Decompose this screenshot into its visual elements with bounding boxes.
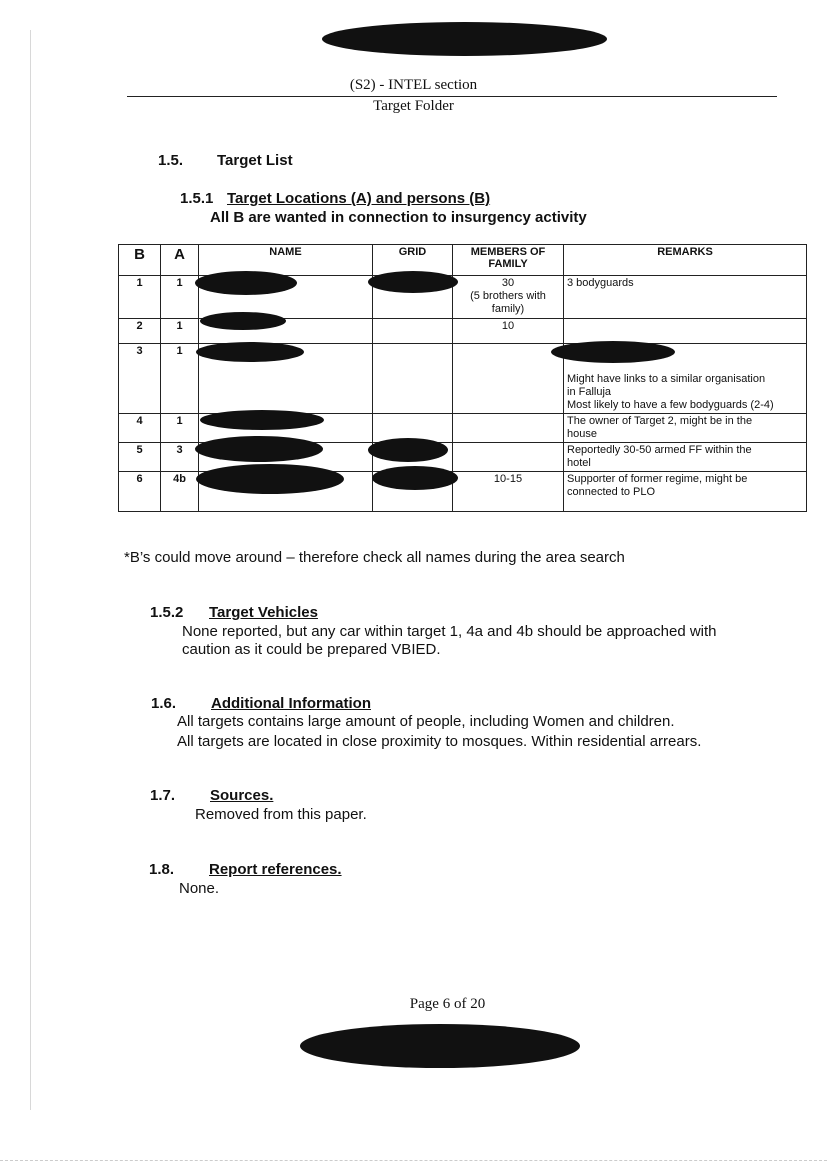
- section-1-5-2-line1: None reported, but any car within target 1, 4a and 4b should be approached with: [182, 623, 717, 640]
- cell-b: 3: [119, 344, 161, 414]
- table-header-row: [119, 245, 807, 276]
- cell-remarks: [564, 319, 807, 344]
- cell-a: 3: [161, 443, 199, 472]
- scan-edge-bottom: [0, 1160, 827, 1162]
- cell-members: 10: [453, 319, 564, 344]
- cell-members: [453, 344, 564, 414]
- remark-line: connected to PLO: [567, 486, 656, 498]
- remark-line: Reportedly 30-50 armed FF within the: [567, 444, 752, 456]
- cell-b: 2: [119, 319, 161, 344]
- section-1-5-title: Target List: [217, 152, 293, 169]
- col-header-name: NAME: [199, 245, 373, 276]
- redaction-name-5: [195, 436, 323, 462]
- redaction-grid-1: [368, 271, 458, 293]
- redaction-name-6: [196, 464, 344, 494]
- section-1-5-2-title: Target Vehicles: [209, 604, 318, 621]
- header-rule: [127, 96, 777, 97]
- remark-line: in Falluja: [567, 386, 612, 398]
- cell-remarks: 3 bodyguards: [564, 276, 807, 319]
- cell-members: [453, 414, 564, 443]
- header-subtitle: Target Folder: [373, 98, 454, 114]
- section-1-7-number: 1.7.: [150, 787, 176, 804]
- cell-grid: [373, 344, 453, 414]
- col-header-remarks: REMARKS: [564, 245, 807, 276]
- redaction-name-3: [196, 342, 304, 362]
- section-1-5-1-subtitle: All B are wanted in connection to insurgency activity: [210, 209, 587, 226]
- redaction-grid-5: [368, 438, 448, 462]
- cell-a: 1: [161, 344, 199, 414]
- note-text: *B’s could move around – therefore check all names during the area search: [124, 549, 625, 566]
- section-1-8-line1: None.: [179, 880, 220, 897]
- section-1-7-line1: Removed from this paper.: [195, 806, 367, 823]
- section-1-5-number: 1.5.: [158, 152, 184, 169]
- redaction-footer: [300, 1024, 580, 1068]
- cell-remarks: [564, 472, 807, 512]
- members-line: (5 brothers with: [470, 290, 546, 302]
- section-1-8-title: Report references.: [209, 861, 342, 878]
- cell-remarks: [564, 414, 807, 443]
- cell-a: 1: [161, 276, 199, 319]
- remark-line: house: [567, 428, 597, 440]
- redaction-name-2: [200, 312, 286, 330]
- cell-a: 4b: [161, 472, 199, 512]
- section-1-6-line1: All targets contains large amount of people, including Women and children.: [177, 713, 675, 730]
- col-header-a: A: [161, 245, 199, 276]
- remark-line: Might have links to a similar organisation: [567, 373, 766, 385]
- section-1-7-title: Sources.: [210, 787, 274, 804]
- redaction-name-1: [195, 271, 297, 295]
- cell-b: 1: [119, 276, 161, 319]
- remark-line: Most likely to have a few bodyguards (2-4): [567, 399, 774, 411]
- cell-members: 10-15: [453, 472, 564, 512]
- section-1-6-line2: All targets are located in close proximity to mosques. Within residential arrears.: [177, 733, 702, 750]
- scan-edge-left: [30, 30, 31, 1110]
- section-1-5-1-number: 1.5.1: [180, 190, 214, 207]
- section-1-5-2-line2: caution as it could be prepared VBIED.: [182, 641, 441, 658]
- remark-line: The owner of Target 2, might be in the: [567, 415, 753, 427]
- col-header-members: MEMBERS OF FAMILY: [453, 245, 564, 276]
- members-line: 30: [501, 277, 515, 289]
- cell-a: 1: [161, 414, 199, 443]
- cell-members: [453, 443, 564, 472]
- section-1-6-title: Additional Information: [211, 695, 371, 712]
- remark-line: hotel: [567, 457, 591, 469]
- redaction-remarks-3: [551, 341, 675, 363]
- page-number: Page 6 of 20: [409, 996, 486, 1012]
- col-header-b: B: [119, 245, 161, 276]
- section-1-5-2-number: 1.5.2: [150, 604, 184, 621]
- section-1-8-number: 1.8.: [149, 861, 175, 878]
- cell-b: 4: [119, 414, 161, 443]
- redaction-header: [322, 22, 607, 56]
- cell-b: 5: [119, 443, 161, 472]
- cell-remarks: [564, 443, 807, 472]
- cell-b: 6: [119, 472, 161, 512]
- section-1-6-number: 1.6.: [151, 695, 177, 712]
- cell-grid: [373, 319, 453, 344]
- members-line: family): [491, 303, 525, 315]
- redaction-name-4: [200, 410, 324, 430]
- section-1-5-1-title: Target Locations (A) and persons (B): [227, 190, 491, 207]
- header-section: (S2) - INTEL section: [349, 77, 478, 93]
- cell-members: [453, 276, 564, 319]
- redaction-grid-6: [372, 466, 458, 490]
- col-header-grid: GRID: [373, 245, 453, 276]
- remark-line: Supporter of former regime, might be: [567, 473, 748, 485]
- cell-a: 1: [161, 319, 199, 344]
